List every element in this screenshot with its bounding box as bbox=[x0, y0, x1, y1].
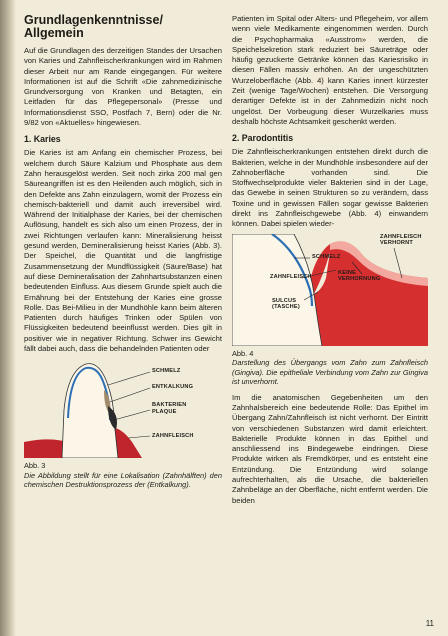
figure-4-label-zahnfleisch-verhornt: ZAHNFLEISCH VERHORNT bbox=[380, 233, 422, 247]
right-column bbox=[232, 14, 428, 506]
figure-4-illustration bbox=[232, 234, 428, 346]
parodontitis-paragraph: Die Zahnfleischerkrankungen entstehen direkt durch die Bakterien, welche in der Mundhöhle insbesondere auf der Zahnoberfläche vorhanden sind. Die Stoffwechselprodukte vieler Bakterien sind in der Lage, das Gewebe in seinen Strukturen so zu verändern, dass Toxine und in gewissen Fällen sogar gewisse Bakterien direkt ins Zahnfleischgewebe (Abb. 4) einwandern können. Dabei spielen wieder- bbox=[232, 147, 428, 229]
page-title: Grundlagenkenntnisse/ Allgemein bbox=[24, 13, 163, 40]
figure-4-label-keine-verhornung: KEINE VERHORNUNG bbox=[338, 269, 381, 283]
figure-3-label-entkalkung: ENTKALKUNG bbox=[152, 384, 194, 391]
figure-3-label-plaque: BAKTERIEN PLAQUE bbox=[152, 402, 187, 415]
figure-4-label-schmelz: SCHMELZ bbox=[312, 253, 341, 260]
book-binding-shadow bbox=[0, 0, 16, 636]
karies-paragraph: Die Karies ist am Anfang ein chemischer Prozess, bei welchem durch Säure Kalzium und Phosphate aus dem Zahn herausgelöst werden. Seit noch zirka 200 mal gen Säureangriffen ist es den Heilenden auch möglich, sich in den Defekte ans Zahn einzulagern, womit der Prozess ein chemisch-bakteriell und damit auch irreversibel wird. Während der Initialphase der Karies, bei der chemischen Auflösung, handelt es sich also um einen Prozess, der in zwei Richtungen verlaufen kann: Mineralisierung heisst gesund werden, Demineralisierung heisst Karies (Abb. 3). Der Speichel, die Quantität und die langfristige Zusammensetzung der Mundflüssigkeit (Säure/Base) hat auf diese Demineralisation der Zahnhartsubstanzen einen bedeutenden Einfluss. Aus diesem Grunde spielt auch die Ernährung bei der Entstehung der Karies eine grosse Rolle. Das Bei-Milieu in der Mundhöhle kann beim älteren Patienten durch häufiges Trinken oder Spülen von Flüssigkeiten bedeutend beeinflusst werden. Dies gilt in positiver wie in negativer Richtung. Schwer ins Gewicht fällt dabei auch, dass die behandelnden Patienten oder bbox=[24, 148, 222, 354]
left-column bbox=[24, 14, 222, 496]
continued-paragraph: Patienten im Spital oder Alters- und Pflegeheim, vor allem wenn viele Medikamente eingenommen werden. Durch die Psychopharmaka «Ausstrom» werden, die Speichelsekretion stark reduziert bei Säureträge oder häufig gezuckerte Getränke können das Kariesrisiko in diesen Fällen massiv erhöhen. An der ungeschützten Wurzeloberfläche (Abb. 4) kann Karies innert kürzester Zeit (wenige Tage/Wochen) entstehen. Die Versorgung derartiger Defekte ist in der Zahnmedizin nicht noch ungelöst. Der Vorbeugung dieser Wurzelkaries muss deshalb höchste Achtsamkeit geschenkt werden. bbox=[232, 14, 428, 126]
figure-4 bbox=[232, 234, 428, 346]
figure-4-label-sulcus: SULCUS (TASCHE) bbox=[272, 297, 300, 311]
figure-4-label-zahnfleisch: ZAHNFLEISCH bbox=[270, 273, 312, 280]
figure-3-label-schmelz: SCHMELZ bbox=[152, 368, 181, 375]
after-figure-paragraph: Im die anatomischen Gegebenheiten um den Zahnhalsbereich eine bedeutende Rolle: Das Epithel im Übergang Zahn/Zahnfleisch ist nicht verhornt. Der Eintritt von verschiedenen Substanzen wird damit erleichtert. Bakterielle Produkte können in das Epithel und anschliessend ins Bindegewebe eindringen. Diese Produkte wirken als Fremdkörper, und es entsteht eine Entzündung. Die Entzündung wird solange aufrechterhalten, als die Ursache, die bakteriellen Zahnbeläge an der Oberfläche, nicht entfernt werden. Die beiden bbox=[232, 392, 428, 505]
figure-3 bbox=[24, 358, 222, 458]
intro-paragraph: Auf die Grundlagen des derzeitigen Standes der Ursachen von Karies und Zahnfleischerkrankungen wird im Rahmen dieser Arbeit nur am Rande eingegangen. Für weitere Informationen ist auf die Schrift «Die zahnmedizinische Grundversorgung von Kranken und Betagten, ein Leitfaden für das Pflegepersonal» (Presse und Informationsdienst SSO, Postfach 7, Bern) oder die Nr. 9/82 von «Aktuelles» hingewiesen. bbox=[24, 46, 222, 128]
section-heading-karies: 1. Karies bbox=[24, 134, 61, 145]
figure-4-caption: Darstellung des Übergangs vom Zahn zum Zahnfleisch (Gingiva). Die epitheliale Verbindung vom Zahn zur Gingiva ist unverhornt. bbox=[232, 358, 428, 387]
page-number: 11 bbox=[425, 619, 434, 628]
figure-4-caption-title: Abb. 4 bbox=[232, 348, 254, 358]
section-heading-parodontitis: 2. Parodontitis bbox=[232, 133, 294, 144]
figure-3-caption-title: Abb. 3 bbox=[24, 461, 46, 471]
figure-3-caption: Die Abbildung stellt für eine Lokalisation (Zahnhälften) den chemischen Destruktionsprozess der (Entkalkung). bbox=[24, 470, 222, 490]
figure-3-label-zahnfleisch: ZAHNFLEISCH bbox=[152, 433, 194, 440]
